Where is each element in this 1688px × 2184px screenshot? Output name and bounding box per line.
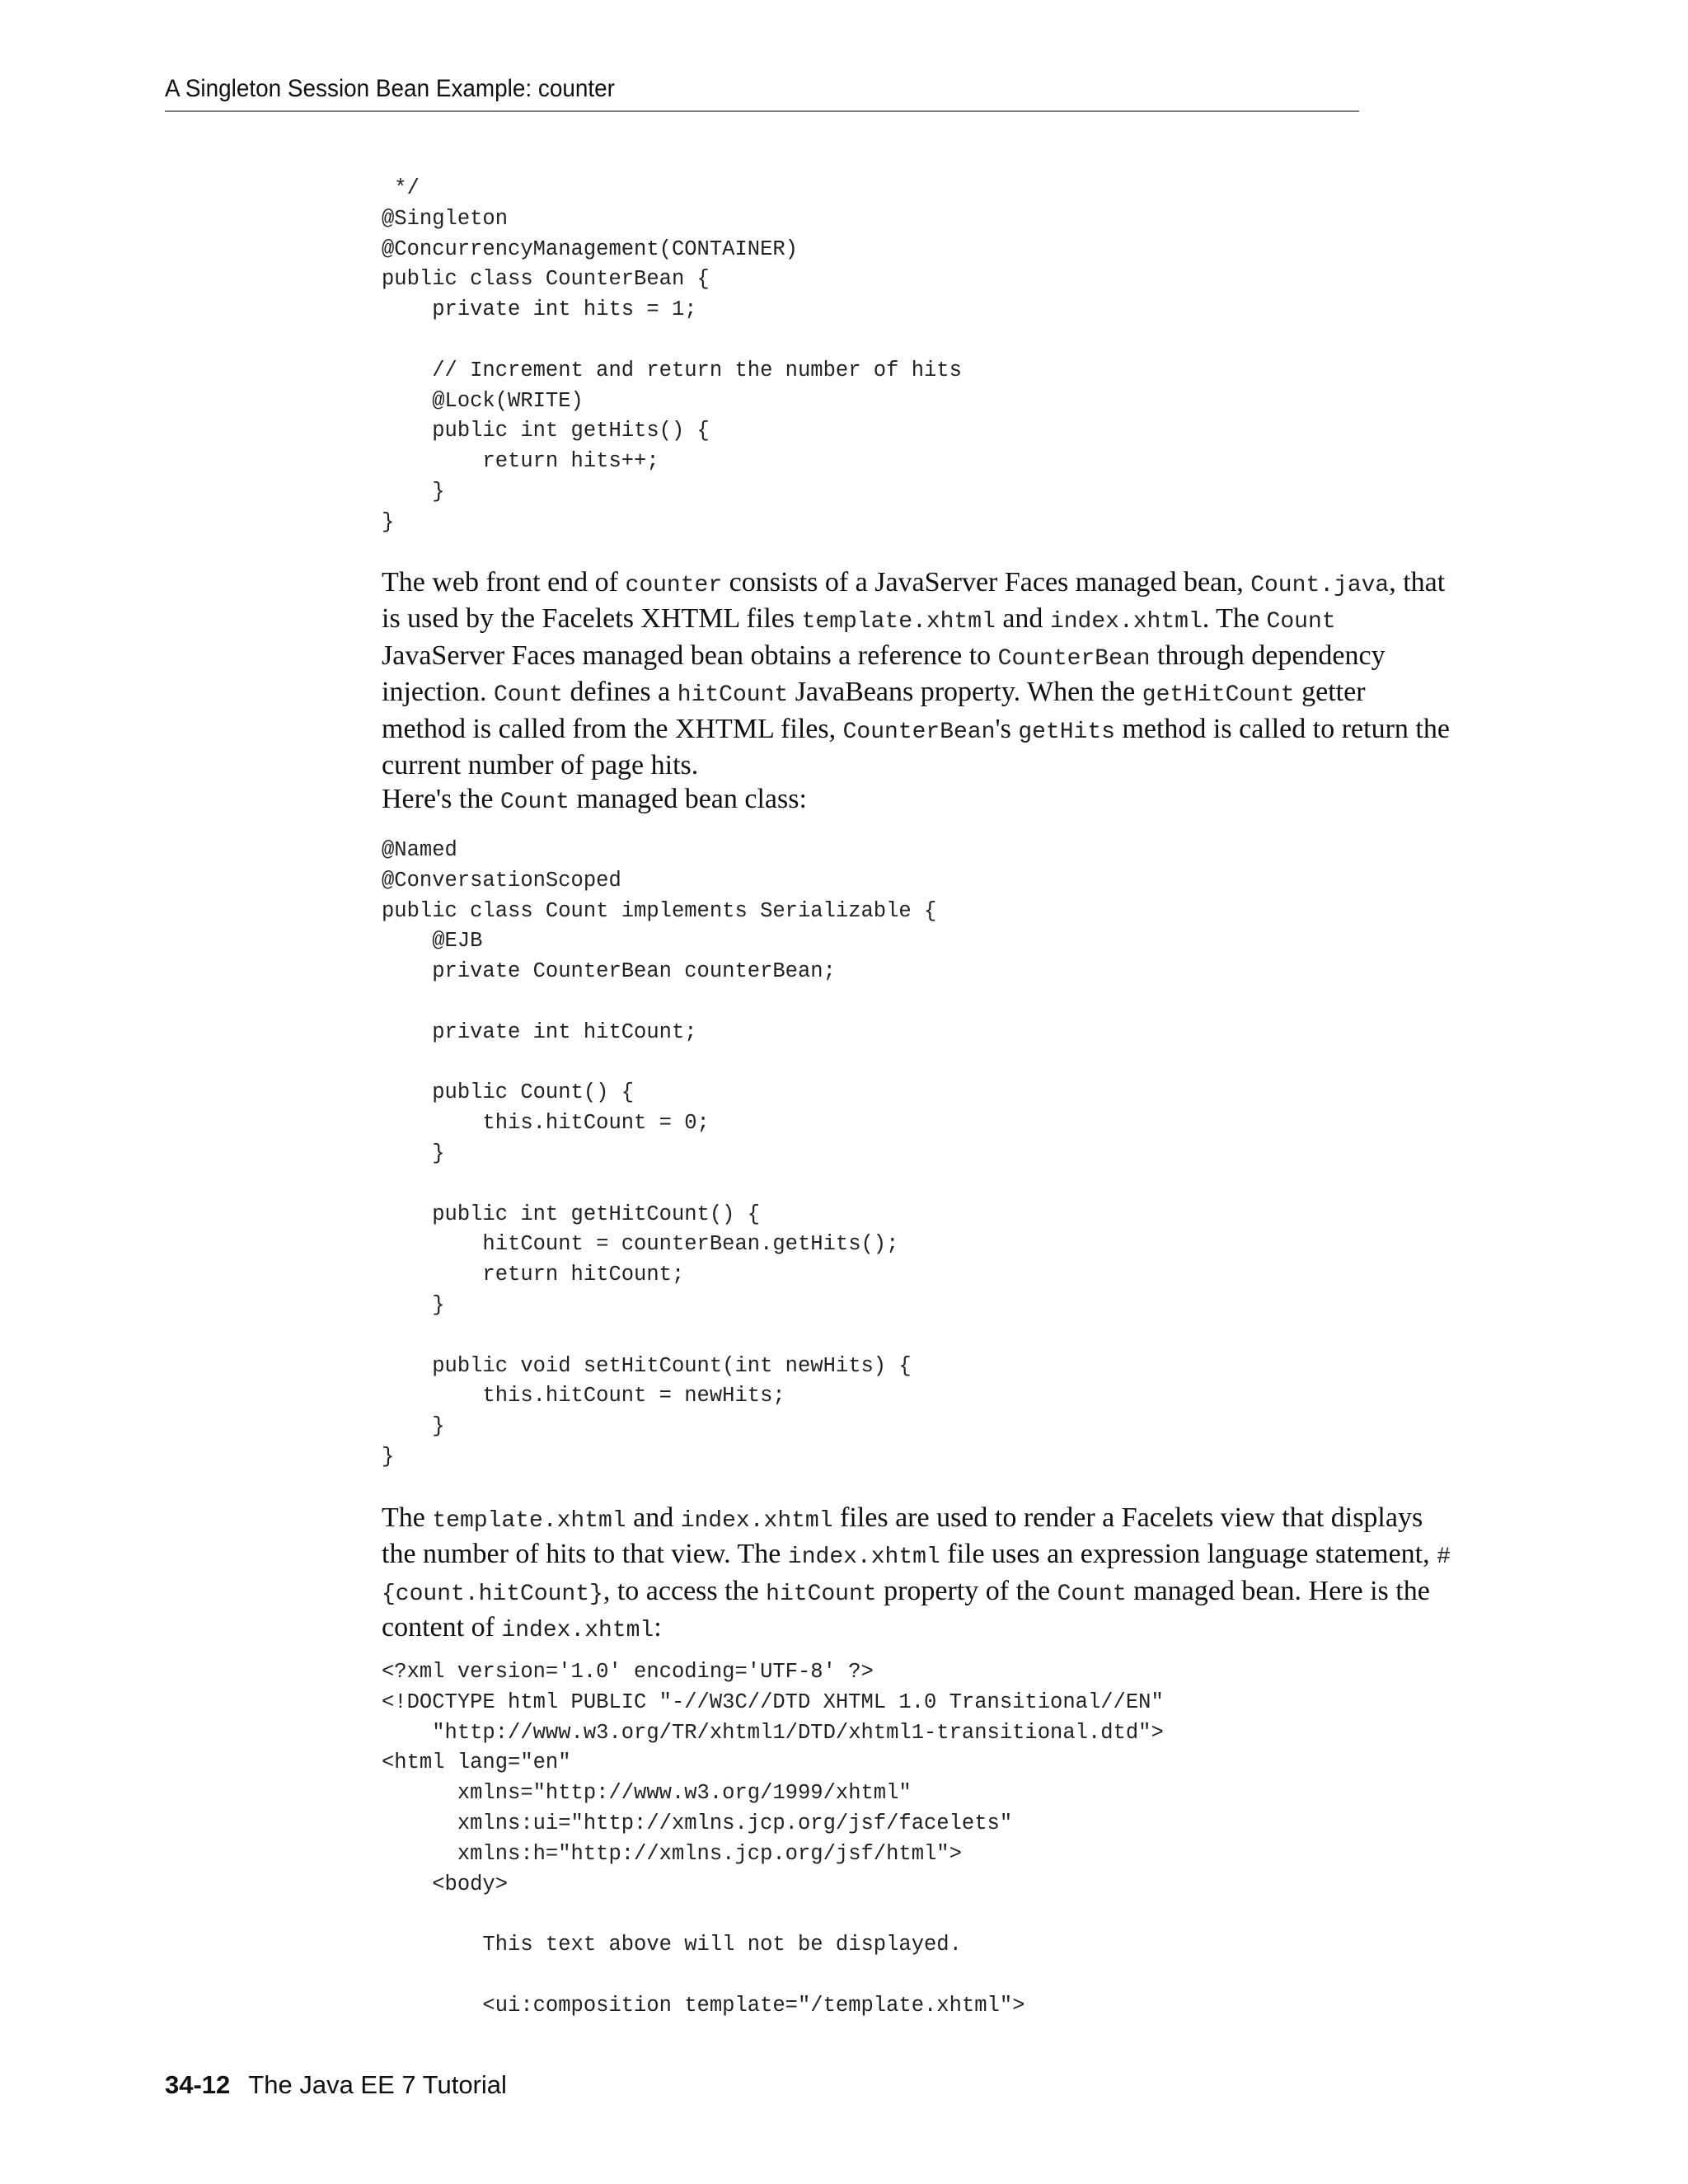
- code-block-count-bean: @Named @ConversationScoped public class Count implements Serializable { @EJB private CounterBean counterBean; private int hitCount; public Count() { this.hitCount = 0; } public int getHitCount() { hitCount = counterBean.getHits(); return hitCount; } public void setHitCount(int newHits) { this.hitCount = newHits; } }: [382, 838, 937, 1469]
- paragraph-facelets-view: The template.xhtml and index.xhtml files are used to render a Facelets view that displays the number of hits to that view. The index.xhtml file uses an expression language statement, #{count.hitCount}, to access the hitCount property of the Count managed bean. Here is the content of index.xhtml:: [382, 1502, 1451, 1644]
- code-block-index-xhtml: <?xml version='1.0' encoding='UTF-8' ?> <!DOCTYPE html PUBLIC "-//W3C//DTD XHTML 1.0 Transitional//EN" "http://www.w3.org/TR/xhtml1/DTD/xhtml1-transitional.dtd"> <html lang="en" xmlns="http://www.w3.org/1999/xhtml" xmlns:ui="http://xmlns.jcp.org/jsf/facelets" xmlns:h="http://xmlns.jcp.org/jsf/html"> <body> This text above will not be displayed. <ui:composition template="/template.xhtml">: [382, 1660, 1164, 2018]
- book-title: The Java EE 7 Tutorial: [248, 2070, 507, 2099]
- paragraph-count-intro: Here's the Count managed bean class:: [382, 784, 807, 815]
- code-block-counter-bean: */ @Singleton @ConcurrencyManagement(CONTAINER) public class CounterBean { private int hits = 1; // Increment and return the number of hits @Lock(WRITE) public int getHits() { return hits++; } }: [382, 176, 962, 534]
- running-header: [165, 73, 1359, 112]
- running-title: A Singleton Session Bean Example: counter: [165, 75, 615, 102]
- page-number: 34-12: [165, 2070, 231, 2099]
- paragraph-front-end: The web front end of counter consists of a JavaServer Faces managed bean, Count.java, that is used by the Facelets XHTML files template.xhtml and index.xhtml. The Count JavaServer Faces managed bean obtains a reference to CounterBean through dependency injection. Count defines a hitCount JavaBeans property. When the getHitCount getter method is called from the XHTML files, CounterBean's getHits method is called to return the current number of page hits.: [382, 567, 1450, 781]
- page-footer: [165, 2069, 507, 2102]
